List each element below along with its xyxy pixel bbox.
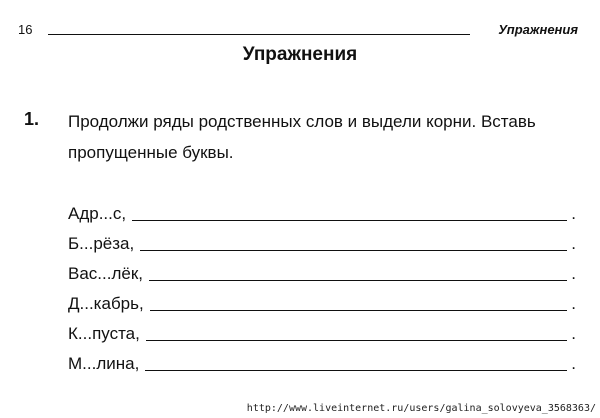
row-end-period: . (571, 294, 576, 313)
task-instructions (68, 106, 580, 168)
task-number: 1. (24, 109, 40, 129)
exercise-word: М...лина, (68, 354, 140, 373)
exercise-word: Б...рёза, (68, 234, 135, 253)
answer-blank-line (150, 292, 568, 311)
row-end-period: . (571, 354, 576, 373)
exercise-row (68, 196, 576, 226)
task-instruction-line: пропущенные буквы. (68, 143, 234, 162)
exercise-word: Д...кабрь, (68, 294, 144, 313)
page-number: 16 (18, 22, 33, 37)
exercise-row (68, 256, 576, 286)
row-end-period: . (571, 324, 576, 343)
task-instruction-line: Продолжи ряды родственных слов и выдели корни. Вставь (68, 112, 536, 131)
answer-blank-line (149, 262, 567, 281)
exercise-row (68, 316, 576, 346)
exercise-row (68, 346, 576, 376)
answer-blank-line (146, 322, 567, 341)
exercise-rows (68, 196, 576, 376)
exercise-row (68, 226, 576, 256)
header-section-title: Упражнения (498, 22, 578, 37)
answer-blank-line (145, 352, 567, 371)
page-title: Упражнения (242, 44, 358, 65)
header-rule (48, 34, 470, 35)
row-end-period: . (571, 264, 576, 283)
source-watermark: http://www.liveinternet.ru/users/galina_solovyeva_3568363/ (246, 403, 596, 414)
answer-blank-line (140, 232, 567, 251)
row-end-period: . (571, 204, 576, 223)
exercise-word: К...пуста, (68, 324, 140, 343)
exercise-word: Вас...лёк, (68, 264, 143, 283)
row-end-period: . (571, 234, 576, 253)
page-header (18, 22, 578, 42)
exercise-row (68, 286, 576, 316)
answer-blank-line (132, 202, 567, 221)
exercise-word: Адр...с, (68, 204, 127, 223)
